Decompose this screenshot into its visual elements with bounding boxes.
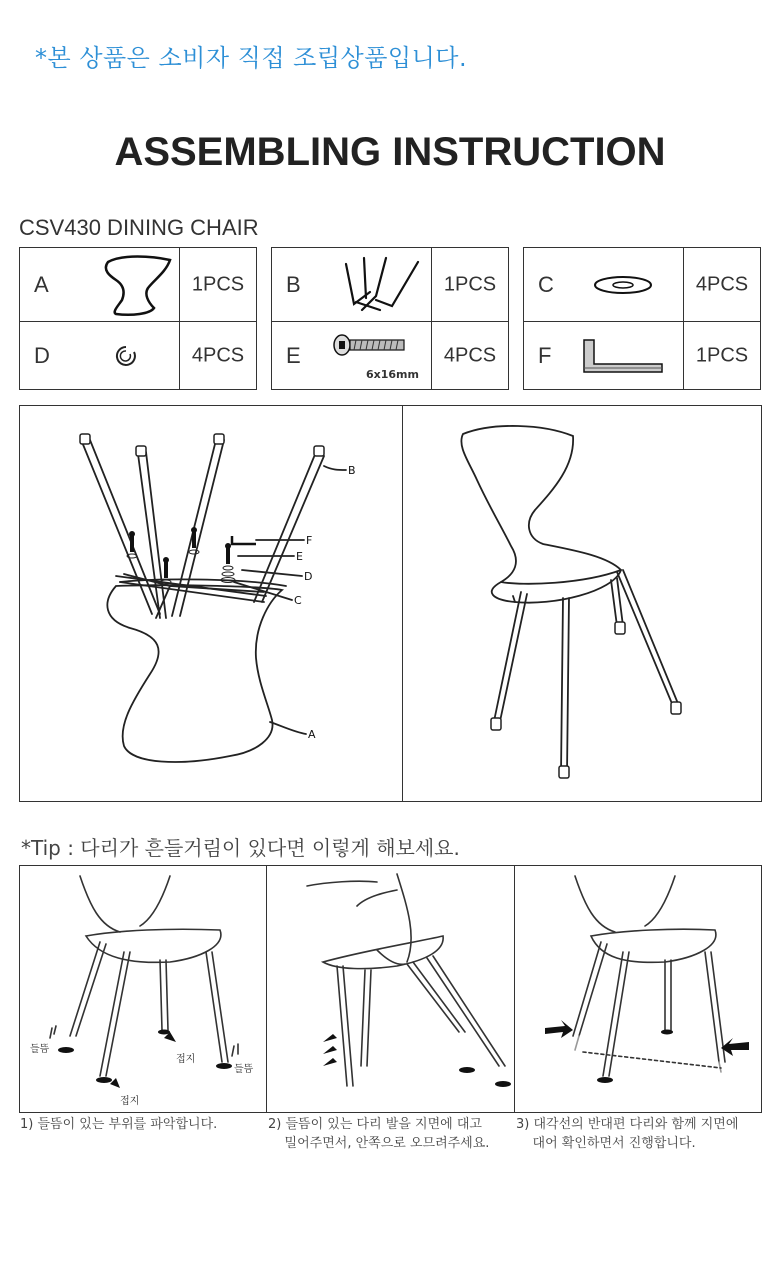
- assembly-diagram: [19, 405, 762, 802]
- tip-panel-1-illustration: [20, 866, 266, 1112]
- label-a: A: [308, 728, 316, 741]
- caption-3: 3) 대각선의 반대편 다리와 함께 지면에 대어 확인하면서 진행합니다.: [516, 1117, 739, 1151]
- part-label: B: [286, 271, 301, 297]
- notice-text: *본 상품은 소비자 직접 조립상품입니다.: [35, 44, 468, 72]
- spring-washer-icon: [114, 344, 138, 368]
- part-label: D: [34, 342, 50, 368]
- part-c: [524, 248, 684, 322]
- tip-panels: [19, 865, 762, 1113]
- label-f: F: [306, 534, 313, 547]
- caption-1: 1) 들뜸이 있는 부위를 파악합니다.: [20, 1117, 218, 1132]
- part-f-qty: 1PCS: [695, 344, 749, 366]
- part-d-qty: 4PCS: [191, 344, 245, 366]
- part-a: [20, 248, 180, 322]
- parts-group-2: [271, 247, 509, 390]
- tip-panel-2-illustration: [267, 866, 514, 1112]
- part-c-qty: 4PCS: [684, 248, 760, 322]
- assembled-chair-illustration: [403, 406, 761, 801]
- part-label: A: [34, 271, 49, 297]
- part-b-qty: 1PCS: [432, 248, 508, 322]
- part-e: [272, 322, 432, 389]
- label-b: B: [348, 464, 356, 477]
- exploded-view-illustration: [20, 406, 402, 801]
- label-c: C: [294, 594, 302, 607]
- model-name: CSV430 DINING CHAIR: [19, 215, 259, 240]
- bolt-icon: [330, 332, 410, 358]
- chair-seat-icon: [92, 254, 174, 318]
- bolt-size-note: 6x16mm: [366, 368, 419, 381]
- part-d: [20, 322, 180, 389]
- parts-group-3: [523, 247, 761, 390]
- contact-label: 접지: [176, 1054, 196, 1065]
- part-label: F: [538, 342, 552, 368]
- washer-icon: [592, 274, 654, 296]
- label-e: E: [296, 550, 303, 563]
- parts-group-1: [19, 247, 257, 390]
- part-b: [272, 248, 432, 322]
- tip-panel-3-illustration: [515, 866, 761, 1112]
- contact-label: 접지: [120, 1096, 140, 1107]
- hex-key-icon: [580, 336, 666, 376]
- page-title: ASSEMBLING INSTRUCTION: [114, 130, 666, 174]
- shake-label: 들뜸: [30, 1044, 50, 1055]
- shake-label: 들뜸: [234, 1064, 254, 1075]
- label-d: D: [304, 570, 313, 583]
- part-e-qty: 4PCS: [443, 344, 497, 366]
- part-f: [524, 322, 684, 389]
- part-a-qty: 1PCS: [180, 248, 256, 322]
- part-label: C: [538, 271, 554, 297]
- caption-2: 2) 들뜸이 있는 다리 발을 지면에 대고 밀어주면서, 안쪽으로 오므려주세요.: [268, 1117, 490, 1151]
- part-label: E: [286, 342, 301, 368]
- leg-frame-icon: [340, 254, 424, 316]
- tip-heading: *Tip : 다리가 흔들거림이 있다면 이렇게 해보세요.: [21, 836, 460, 860]
